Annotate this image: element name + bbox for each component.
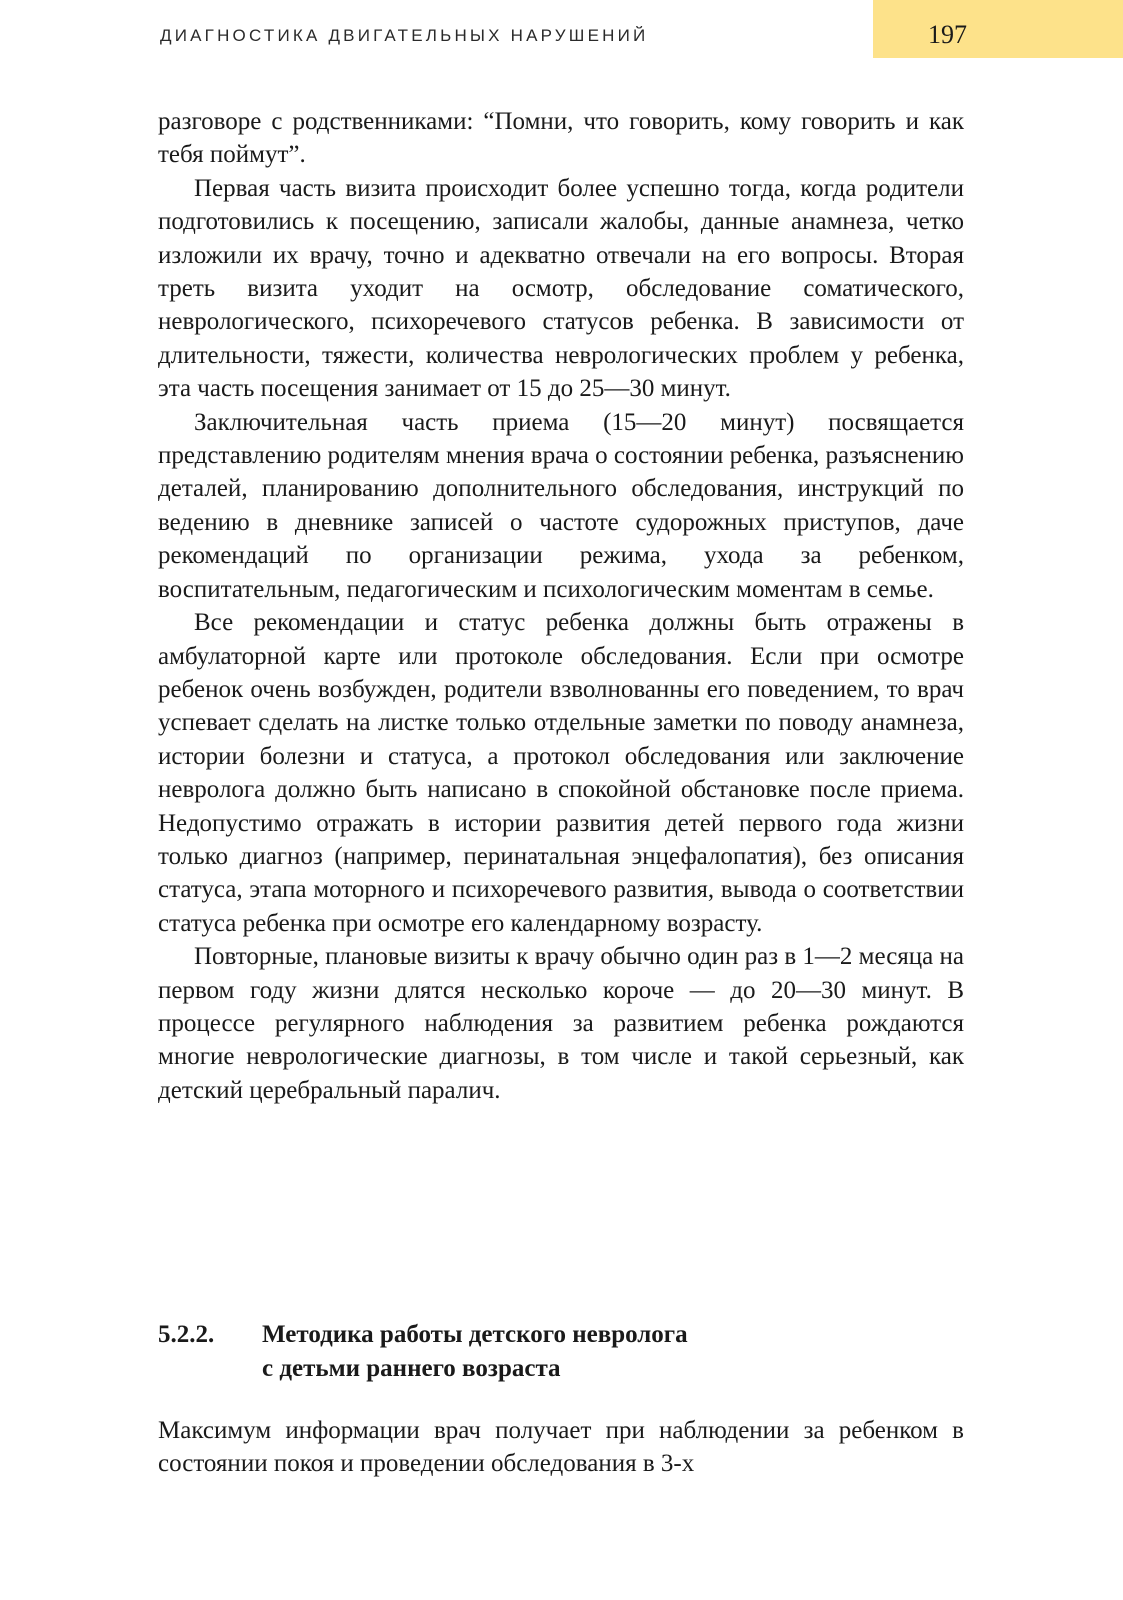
paragraph: Максимум информации врач получает при наблюдении за ребенком в состоянии покоя и проведении обследования в 3-х	[158, 1417, 964, 1478]
body-text	[158, 105, 964, 1107]
paragraph: Заключительная часть приема (15—20 минут) посвящается представлению родителям мнения врача о состоянии ребенка, разъяснению деталей, планированию дополнительного обследования, инструкций по ведению в дневнике записей о частоте судорожных приступов, даче рекомендаций по организации режима, ухода за ребенком, воспитательным, педагогическим и психологическим моментам в семье.	[158, 408, 964, 603]
section-title	[262, 1318, 964, 1386]
section-heading	[158, 1318, 964, 1386]
page-number-tab	[873, 0, 1123, 58]
section-number: 5.2.2.	[158, 1321, 215, 1348]
section-title-line: Методика работы детского невролога	[262, 1321, 688, 1348]
paragraph-continuation: разговоре с родственниками: “Помни, что говорить, кому говорить и как тебя поймут”.	[158, 108, 964, 169]
paragraph: Все рекомендации и статус ребенка должны быть отражены в амбулаторной карте или протоколе обследования. Если при осмотре ребенок очень возбужден, родители взволнованны его поведением, то врач успевает сделать на листке только отдельные заметки по поводу анамнеза, истории болезни и статуса, а протокол обследования или заключение невролога должно быть написано в спокойной обстановке после приема. Недопустимо отражать в истории развития детей первого года жизни только диагноз (например, перинатальная энцефалопатия), без описания статуса, этапа моторного и психоречевого развития, вывода о соответствии статуса ребенка при осмотре его календарному возрасту.	[158, 609, 964, 937]
paragraph: Первая часть визита происходит более успешно тогда, когда родители подготовились к посещению, записали жалобы, данные анамнеза, четко изложили их врачу, точно и адекватно отвечали на его вопросы. Вторая треть визита уходит на осмотр, обследование соматического, неврологического, психоречевого статусов ребенка. В зависимости от длительности, тяжести, количества неврологических проблем у ребенка, эта часть посещения занимает от 15 до 25—30 минут.	[158, 174, 964, 403]
section-body-text	[158, 1414, 964, 1481]
page-number: 197	[928, 20, 967, 49]
paragraph: Повторные, плановые визиты к врачу обычно один раз в 1—2 месяца на первом году жизни длятся несколько короче — до 20—30 минут. В процессе регулярного наблюдения за развитием ребенка рождаются многие неврологические диагнозы, в том числе и такой серьезный, как детский церебральный паралич.	[158, 943, 964, 1104]
running-head: ДИАГНОСТИКА ДВИГАТЕЛЬНЫХ НАРУШЕНИЙ	[160, 26, 649, 45]
section-title-line: с детьми раннего возраста	[262, 1355, 561, 1382]
